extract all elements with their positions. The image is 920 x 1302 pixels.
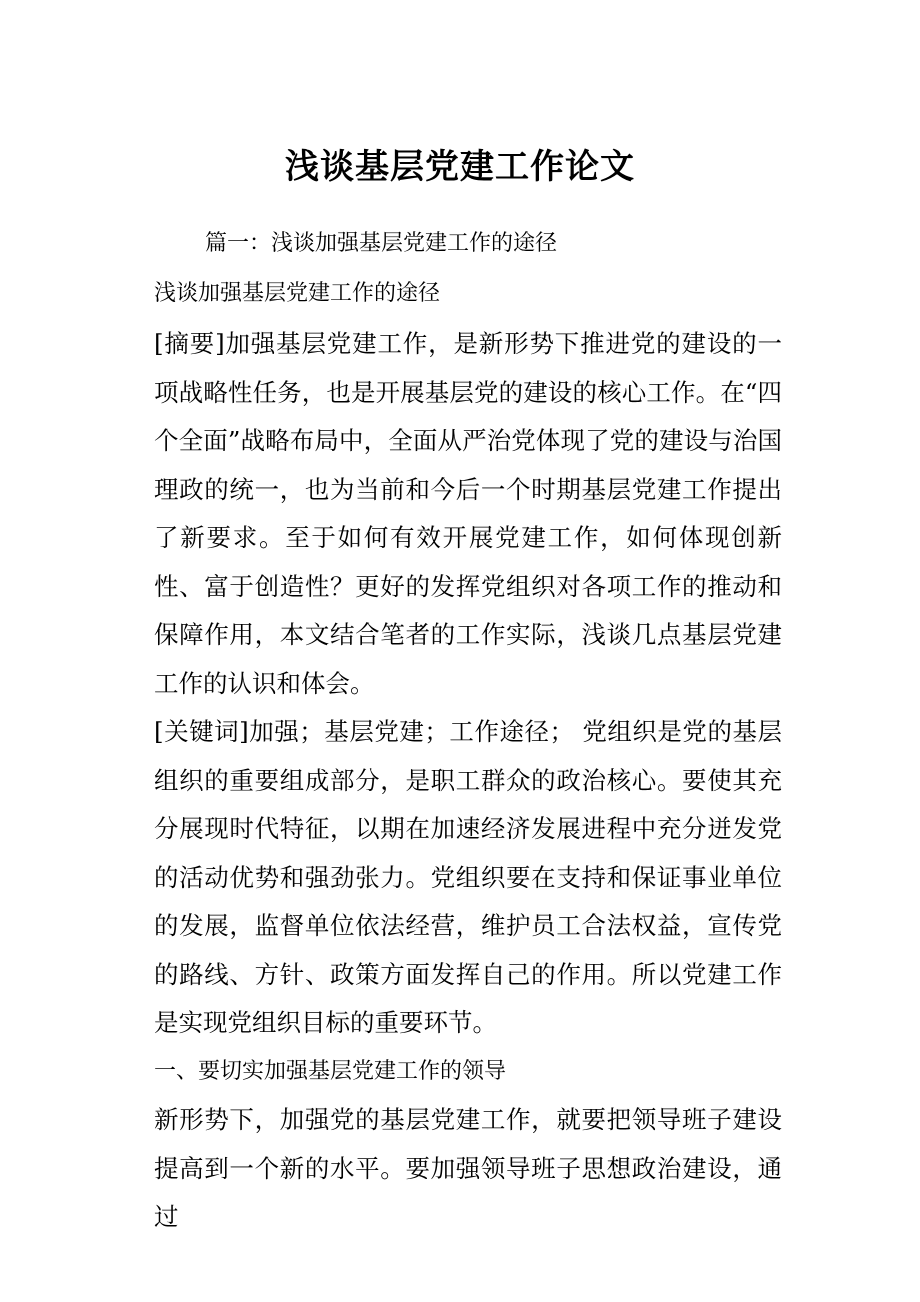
abstract-paragraph: [摘要]加强基层党建工作，是新形势下推进党的建设的一项战略性任务，也是开展基层党的建设的核心工作。在“四个全面”战略布局中，全面从严治党体现了党的建设与治国理政的统一，也为当前和今后一个时期基层党建工作提出了新要求。至于如何有效开展党建工作，如何体现创新性、富于创造性？更好的发挥党组织对各项工作的推动和保障作用，本文结合笔者的工作实际，浅谈几点基层党建工作的认识和体会。 [154, 329, 782, 698]
document-body [140, 320, 782, 1242]
document-subtitle: 篇一：浅谈加强基层党建工作的途径 [205, 231, 558, 256]
keywords-paragraph: [关键词]加强；基层党建；工作途径； 党组织是党的基层组织的重要组成部分，是职工群众的政治核心。要使其充分展现时代特征，以期在加速经济发展进程中充分迸发党的活动优势和强劲张力。党组织要在支持和保证事业单位的发展，监督单位依法经营，维护员工合法权益，宣传党的路线、方针、政策方面发挥自己的作用。所以党建工作是实现党组织目标的重要环节。 [154, 717, 782, 1037]
document-title: 浅谈基层党建工作论文 [285, 147, 635, 187]
heading-paragraph: 一、要切实加强基层党建工作的领导 [154, 1058, 507, 1084]
body-paragraph: 新形势下，加强党的基层党建工作，就要把领导班子建设提高到一个新的水平。要加强领导班子思想政治建设，通过 [154, 1105, 782, 1231]
section-title: 浅谈加强基层党建工作的途径 [154, 281, 441, 306]
